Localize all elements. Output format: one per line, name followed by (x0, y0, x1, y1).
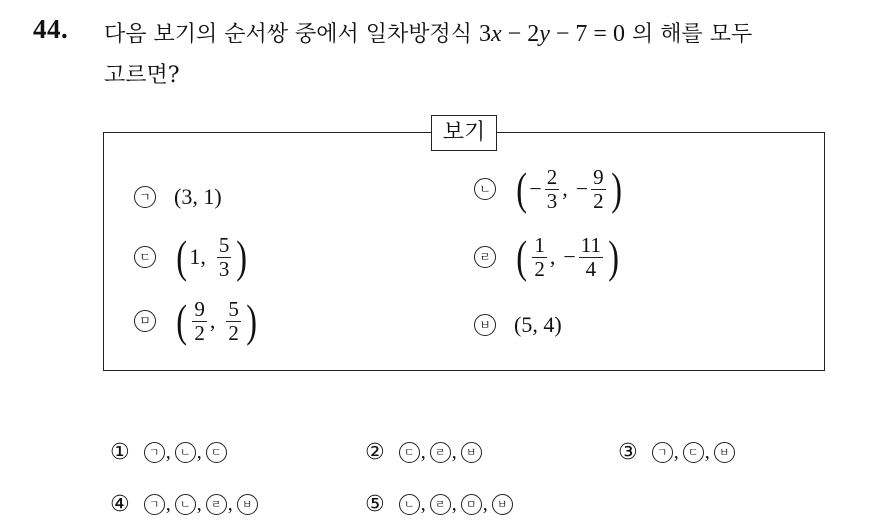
fraction (226, 298, 241, 343)
denominator: 2 (194, 320, 205, 345)
denominator: 2 (593, 188, 604, 213)
answer-choice-4[interactable]: ④ ㄱ , ㄴ , ㄹ , ㅂ (110, 492, 258, 517)
circled-mark: ㄴ (399, 494, 420, 515)
circled-mark: ㅂ (474, 314, 496, 336)
circled-mark: ㄷ (134, 246, 156, 268)
circled-mark: ㄹ (430, 442, 451, 463)
numerator: 5 (228, 297, 239, 322)
left-paren: ( (176, 295, 188, 346)
numerator: 11 (580, 233, 601, 258)
choice-number: ③ (618, 440, 638, 465)
numerator: 9 (194, 297, 205, 322)
answer-choice-2[interactable]: ② ㄷ , ㄹ , ㅂ (365, 440, 482, 465)
circled-mark: ㄱ (144, 494, 165, 515)
bogi-item-digeut (134, 231, 250, 282)
question-line-2: 고르면? (104, 63, 180, 88)
circled-mark: ㄷ (683, 442, 704, 463)
circled-mark: ㅁ (461, 494, 482, 515)
ordered-pair: (3, 1) (174, 184, 222, 209)
circled-mark: ㄹ (474, 246, 496, 268)
eq-coef-a: 3 (479, 21, 492, 47)
eq-coef-b: 2 (527, 21, 540, 47)
circled-mark: ㄱ (134, 186, 156, 208)
numerator: 9 (593, 165, 604, 190)
circled-mark: ㄴ (175, 442, 196, 463)
bogi-item-nieun: ㄴ ( − $\frac{2}{3}$ , − $\frac{9}{2}$ ) (474, 166, 624, 212)
bogi-item-bieup (474, 312, 562, 338)
bogi-item-giyeok (134, 184, 222, 210)
answer-choice-3[interactable]: ③ ㄱ , ㄷ , ㅂ (618, 440, 735, 465)
equation (479, 21, 625, 47)
circled-mark: ㄱ (652, 442, 673, 463)
bogi-item-rieul: ㄹ ( $\frac{1}{2}$ , − $\frac{11}{4}$ ) (474, 234, 621, 280)
denominator: 4 (585, 256, 597, 281)
numerator: 1 (534, 233, 545, 258)
right-paren: ) (236, 231, 248, 282)
numerator: 2 (546, 165, 558, 190)
denominator: 3 (546, 188, 558, 213)
eq-rest: − 7 = 0 (549, 21, 625, 47)
answer-choice-5[interactable]: ⑤ ㄴ , ㄹ , ㅁ , ㅂ (365, 492, 513, 517)
sign: − (529, 176, 542, 201)
circled-mark: ㄹ (206, 494, 227, 515)
fraction (192, 298, 207, 343)
right-paren: ) (246, 295, 257, 346)
eq-var-y: y (539, 21, 550, 47)
fraction (532, 234, 547, 279)
circled-mark: ㅂ (461, 442, 482, 463)
sign: − (575, 176, 589, 201)
circled-mark: ㄷ (206, 442, 227, 463)
denominator: 3 (218, 256, 230, 281)
sign: − (563, 244, 576, 269)
circled-mark: ㅂ (714, 442, 735, 463)
choice-number: ② (365, 440, 385, 465)
choice-number: ④ (110, 492, 130, 517)
left-paren: ( (516, 231, 528, 282)
eq-var-x: x (491, 21, 502, 47)
denominator: 2 (228, 320, 239, 345)
fraction (217, 234, 232, 279)
bogi-item-mieum: ㅁ ( $\frac{9}{2}$ , $\frac{5}{2}$ ) (134, 298, 259, 344)
right-paren: ) (610, 163, 622, 214)
numerator: 5 (218, 233, 230, 258)
question-text-tail: 의 해를 모두 (631, 22, 753, 47)
eq-op-1: − (501, 21, 528, 47)
circled-mark: ㄴ (175, 494, 196, 515)
fraction (591, 166, 606, 211)
choice-number: ① (110, 440, 130, 465)
value: 1, (189, 244, 206, 269)
circled-mark: ㄱ (144, 442, 165, 463)
ordered-pair: (5, 4) (514, 312, 562, 337)
circled-mark: ㅁ (134, 310, 156, 332)
question-line-1 (104, 17, 752, 48)
left-paren: ( (516, 163, 528, 214)
right-paren: ) (608, 231, 620, 282)
circled-mark: ㄴ (474, 178, 496, 200)
denominator: 2 (534, 256, 545, 281)
circled-mark: ㄷ (399, 442, 420, 463)
fraction (579, 234, 603, 279)
question-number: 44. (33, 14, 69, 44)
choice-number: ⑤ (365, 492, 385, 517)
circled-mark: ㅂ (492, 494, 513, 515)
bogi-title: 보기 (431, 115, 497, 151)
circled-mark: ㅂ (237, 494, 258, 515)
circled-mark: ㄹ (430, 494, 451, 515)
fraction (545, 166, 560, 211)
answer-choice-1[interactable]: ① ㄱ , ㄴ , ㄷ (110, 440, 227, 465)
question-text: 다음 보기의 순서쌍 중에서 일차방정식 (104, 22, 473, 47)
left-paren: ( (176, 231, 188, 282)
